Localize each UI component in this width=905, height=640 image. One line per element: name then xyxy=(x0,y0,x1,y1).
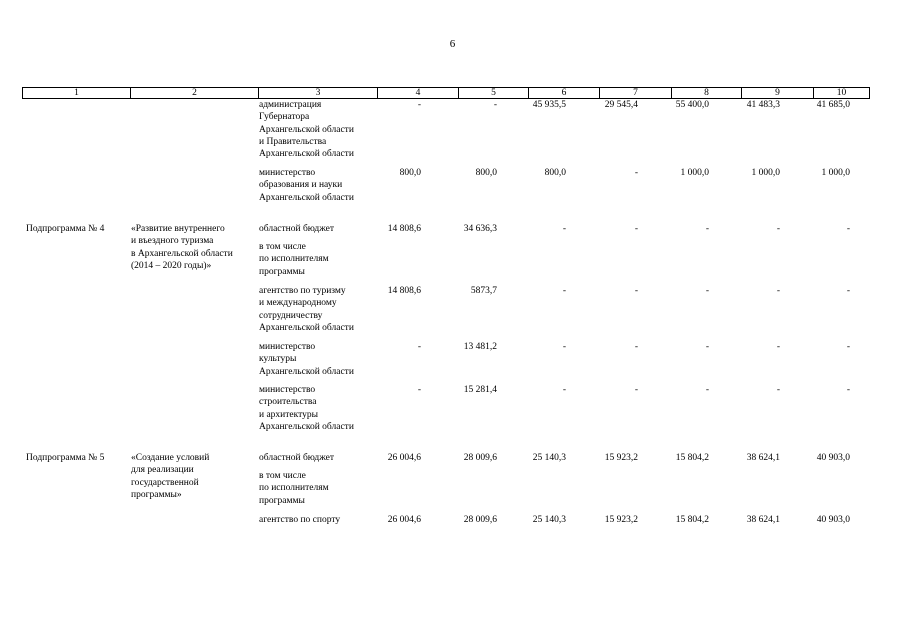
value-cell-col-8: 55 400,0 xyxy=(675,100,709,110)
executor-line: Губернатора xyxy=(259,112,310,123)
executor-line: в том числе xyxy=(259,471,306,481)
executor-line: Архангельской области xyxy=(259,322,354,333)
value-cell-col-10: - xyxy=(846,286,850,296)
value-cell-col-10: - xyxy=(846,224,850,234)
value-cell-col-4: 26 004,6 xyxy=(387,453,421,463)
executor-line: культуры xyxy=(259,354,297,365)
value-cell-col-7: - xyxy=(634,385,638,395)
value-cell-col-4: 800,0 xyxy=(399,168,421,178)
header-col-9: 9 xyxy=(741,88,813,98)
executor-line: образования и науки xyxy=(259,180,343,191)
executor-line: министерство xyxy=(259,385,316,395)
value-cell-col-7: 15 923,2 xyxy=(604,453,638,463)
value-cell-col-4: 14 808,6 xyxy=(387,224,421,234)
value-cell-col-5: 5873,7 xyxy=(470,286,497,296)
value-cell-col-6: - xyxy=(562,342,566,352)
value-cell-col-4: - xyxy=(417,100,421,110)
value-cell-col-5: 13 481,2 xyxy=(463,342,497,352)
executor-line: и Правительства xyxy=(259,136,327,147)
header-col-1: 1 xyxy=(74,88,79,98)
subprogram-title-line: государственной xyxy=(131,477,199,488)
value-cell-col-9: - xyxy=(776,224,780,234)
value-cell-col-9: 1 000,0 xyxy=(751,168,780,178)
executor-line: министерство xyxy=(259,342,316,352)
executor-line: областной бюджет xyxy=(259,453,335,463)
value-cell-col-9: 41 483,3 xyxy=(746,100,780,110)
subprogram-title-line: программы» xyxy=(131,489,182,500)
value-cell-col-7: 15 923,2 xyxy=(604,515,638,525)
subprogram-label: Подпрограмма № 4 xyxy=(26,224,105,234)
executor-line: и международному xyxy=(259,298,337,309)
value-cell-col-8: - xyxy=(705,385,709,395)
executor-line: администрация xyxy=(259,100,322,110)
header-col-6: 6 xyxy=(528,88,599,98)
executor-line: агентство по туризму xyxy=(259,286,346,296)
value-cell-col-10: - xyxy=(846,385,850,395)
subprogram-label: Подпрограмма № 5 xyxy=(26,453,105,463)
value-cell-col-9: - xyxy=(776,342,780,352)
executor-line: и архитектуры xyxy=(259,409,319,420)
value-cell-col-8: - xyxy=(705,224,709,234)
executor-line: Архангельской области xyxy=(259,149,354,160)
value-cell-col-7: - xyxy=(634,342,638,352)
value-cell-col-6: - xyxy=(562,385,566,395)
value-cell-col-8: - xyxy=(705,342,709,352)
executor-line: в том числе xyxy=(259,242,306,252)
executor-line: строительства xyxy=(259,397,317,408)
header-col-2: 2 xyxy=(130,88,258,98)
value-cell-col-7: 29 545,4 xyxy=(604,100,638,110)
value-cell-col-4: - xyxy=(417,385,421,395)
header-col-10: 10 xyxy=(813,88,869,98)
value-cell-col-8: 15 804,2 xyxy=(675,453,709,463)
value-cell-col-8: 1 000,0 xyxy=(680,168,709,178)
subprogram-title-line: в Архангельской области xyxy=(131,248,233,259)
subprogram-title-line: «Развитие внутреннего xyxy=(131,224,225,234)
executor-line: программы xyxy=(259,495,305,506)
value-cell-col-7: - xyxy=(634,168,638,178)
value-cell-col-5: 34 636,3 xyxy=(463,224,497,234)
value-cell-col-7: - xyxy=(634,286,638,296)
value-cell-col-9: - xyxy=(776,385,780,395)
value-cell-col-5: 15 281,4 xyxy=(463,385,497,395)
executor-line: министерство xyxy=(259,168,316,178)
subprogram-title-line: и въездного туризма xyxy=(131,236,214,247)
subprogram-title-line: «Создание условий xyxy=(131,453,210,463)
subprogram-title-line: для реализации xyxy=(131,465,194,476)
value-cell-col-6: - xyxy=(562,286,566,296)
value-cell-col-5: 28 009,6 xyxy=(463,453,497,463)
value-cell-col-6: 25 140,3 xyxy=(532,515,566,525)
executor-line: Архангельской области xyxy=(259,124,354,135)
executor-line: по исполнителям xyxy=(259,254,329,265)
header-col-4: 4 xyxy=(377,88,458,98)
executor-line: областной бюджет xyxy=(259,224,335,234)
table-header xyxy=(22,87,870,99)
value-cell-col-4: 14 808,6 xyxy=(387,286,421,296)
value-cell-col-4: - xyxy=(417,342,421,352)
value-cell-col-5: 28 009,6 xyxy=(463,515,497,525)
executor-line: агентство по спорту xyxy=(259,515,341,525)
value-cell-col-10: 41 685,0 xyxy=(816,100,850,110)
header-col-5: 5 xyxy=(458,88,528,98)
subprogram-title-line: (2014 – 2020 годы)» xyxy=(131,260,212,271)
executor-line: Архангельской области xyxy=(259,192,354,203)
value-cell-col-6: 800,0 xyxy=(544,168,566,178)
executor-line: программы xyxy=(259,266,305,277)
value-cell-col-5: - xyxy=(493,100,497,110)
executor-line: Архангельской области xyxy=(259,421,354,432)
value-cell-col-10: - xyxy=(846,342,850,352)
value-cell-col-10: 40 903,0 xyxy=(816,453,850,463)
value-cell-col-9: 38 624,1 xyxy=(746,453,780,463)
value-cell-col-6: 25 140,3 xyxy=(532,453,566,463)
executor-line: по исполнителям xyxy=(259,483,329,494)
value-cell-col-8: - xyxy=(705,286,709,296)
value-cell-col-4: 26 004,6 xyxy=(387,515,421,525)
value-cell-col-6: 45 935,5 xyxy=(532,100,566,110)
value-cell-col-10: 40 903,0 xyxy=(816,515,850,525)
value-cell-col-9: - xyxy=(776,286,780,296)
value-cell-col-5: 800,0 xyxy=(475,168,497,178)
page-number: 6 xyxy=(449,38,456,50)
value-cell-col-7: - xyxy=(634,224,638,234)
value-cell-col-9: 38 624,1 xyxy=(746,515,780,525)
header-col-7: 7 xyxy=(599,88,671,98)
header-col-8: 8 xyxy=(671,88,741,98)
header-col-3: 3 xyxy=(258,88,377,98)
value-cell-col-6: - xyxy=(562,224,566,234)
value-cell-col-10: 1 000,0 xyxy=(821,168,850,178)
executor-line: Архангельской области xyxy=(259,366,354,377)
executor-line: сотрудничеству xyxy=(259,310,323,321)
value-cell-col-8: 15 804,2 xyxy=(675,515,709,525)
